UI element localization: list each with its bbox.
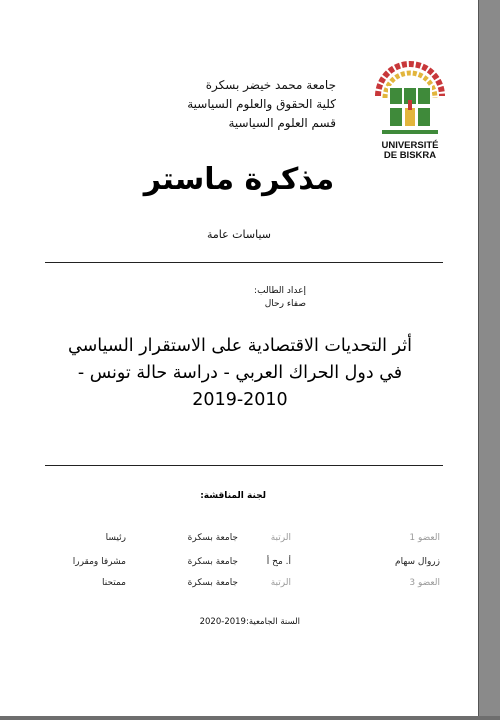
academic-year: السنة الجامعية:2019-2020 [199,617,300,627]
page-title: مذكرة ماستر [143,162,335,197]
committee-member-row [0,533,478,549]
faculty-name: كلية الحقوق والعلوم السياسية [187,97,336,111]
department-name: قسم العلوم السياسية [228,116,336,130]
member-university: جامعة بسكرة [187,533,238,543]
member-role: مشرفا ومقررا [72,557,126,567]
preparation-block [254,285,306,311]
logo-text-line2: DE BISKRA [383,150,437,161]
preparation-label: إعداد الطالب: [254,286,306,296]
member-role: رئيسا [105,533,126,543]
thesis-title-line1: أثر التحديات الاقتصادية على الاستقرار السياسي [68,336,412,356]
viewer-background-bottom [0,716,500,720]
student-name: صفاء رحال [264,299,306,309]
member-name: العضو 1 [409,533,440,543]
thesis-title [40,333,440,414]
committee-member-row [0,557,478,573]
viewer-background [479,0,500,720]
thesis-title-line2: في دول الحراك العربي - دراسة حالة تونس - [77,363,403,383]
member-name: زروال سهام [395,557,440,567]
specialty-label: سياسات عامة [206,228,271,241]
member-university: جامعة بسكرة [187,578,238,588]
committee-member-row [0,578,478,594]
logo-text-line1: UNIVERSITÉ [381,140,439,151]
university-logo [372,56,448,162]
committee-label: لجنة المناقشة: [200,491,266,501]
member-rank: الرتبة [270,533,291,543]
thesis-title-line3: 2019-2010 [192,390,288,410]
member-role: ممتحنا [101,578,126,588]
institution-header [116,76,336,133]
university-name: جامعة محمد خيضر بسكرة [205,78,336,92]
member-rank: الرتبة [270,578,291,588]
member-name: العضو 3 [409,578,440,588]
biskra-emblem-icon [372,56,448,140]
divider-top [45,262,443,263]
member-rank: أ. مح أ [266,557,291,567]
member-university: جامعة بسكرة [187,557,238,567]
divider-bottom [45,465,443,466]
